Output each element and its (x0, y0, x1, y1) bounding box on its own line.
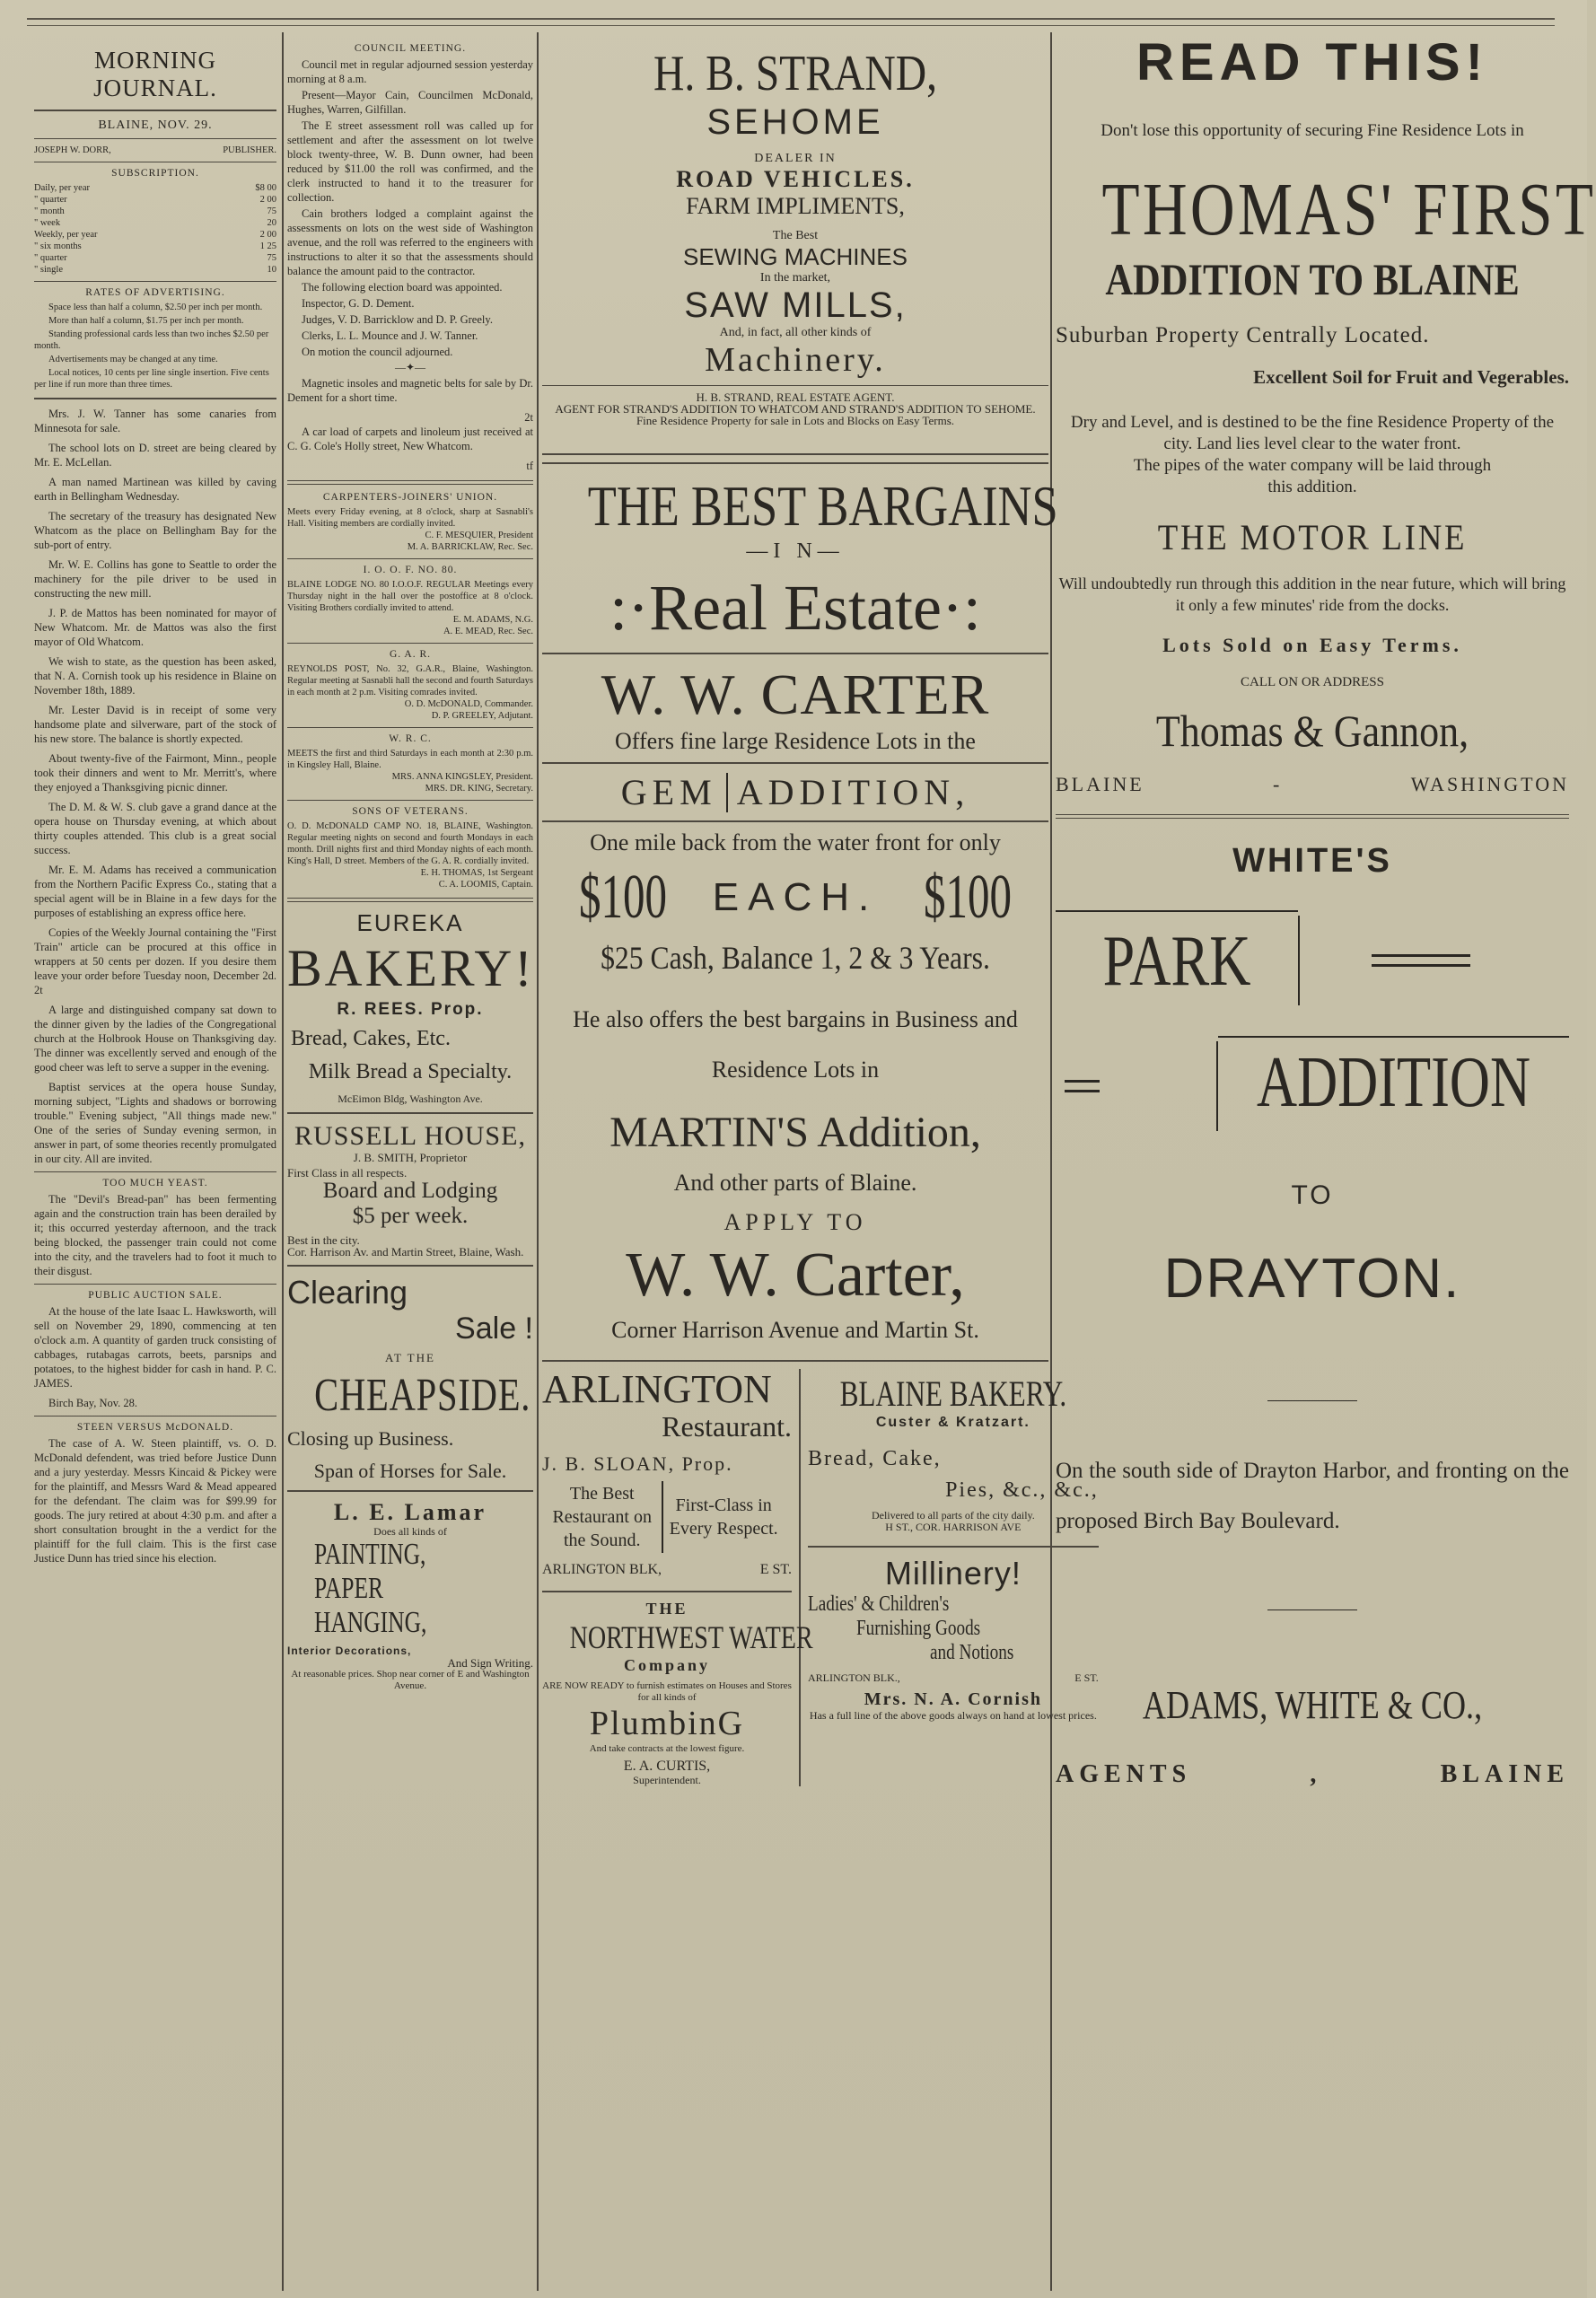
eureka-l6: McEimon Bldg, Washington Ave. (338, 1092, 483, 1105)
rates-head: RATES OF ADVERTISING. (85, 287, 225, 298)
subscription-row (34, 194, 276, 206)
carter-l2: —I N— (746, 539, 845, 563)
lamar-l2: Does all kinds of (373, 1525, 447, 1538)
subscription-price: $8 00 (255, 183, 276, 193)
council-paragraph: On motion the council adjourned. (302, 346, 453, 358)
lodge-head: I. O. O. F. NO. 80. (363, 565, 458, 575)
eureka-l1: EUREKA (356, 909, 464, 936)
lamar-l8: At reasonable prices. Shop near corner of E and Washington Avenue. (291, 1669, 530, 1691)
eureka-l5: Milk Bread a Specialty. (308, 1060, 513, 1083)
rule (287, 558, 533, 559)
column-rule (537, 32, 539, 2291)
subscription-term: " six months (34, 241, 82, 251)
whites-l2: PARK (1102, 922, 1251, 1001)
council-paragraph: Clerks, L. L. Mounce and J. W. Tanner. (302, 329, 478, 342)
top-rule (27, 18, 1555, 20)
thomas-l2: Don't lose this opportunity of securing Fine Residence Lots in (1101, 121, 1524, 140)
rate-line: More than half a column, $1.75 per inch per month. (48, 316, 244, 326)
lodge-officer: MRS. DR. KING, Secretary. (425, 784, 533, 794)
carter-l9: $100 (579, 863, 667, 932)
rule (287, 643, 533, 644)
subscription-price: 75 (267, 206, 276, 216)
arlington-l7: E ST. (759, 1562, 792, 1577)
lodge-officer: MRS. ANNA KINGSLEY, President. (391, 772, 533, 782)
subscription-price: 1 25 (259, 241, 276, 251)
local-news-item: Copies of the Weekly Journal containing the "First Train" article can be procured at this office in wrappers at 50 cents per dozen. If you desire them leave your order before Tuesday noon, December 2d. 2t (34, 926, 276, 996)
local-news-item: Mrs. J. W. Tanner has some canaries from Minnesota for sale. (34, 408, 276, 434)
strand-l13: AGENT FOR STRAND'S ADDITION TO WHATCOM AND STRAND'S ADDITION TO SEHOME. (555, 402, 1036, 416)
arlington-l1: ARLINGTON (542, 1367, 772, 1411)
strand-l6: The Best (772, 229, 819, 242)
lamar-l3: PAINTING, (314, 1538, 426, 1571)
cheapside-ad (287, 1274, 533, 1483)
insoles-text: Magnetic insoles and magnetic belts for sale by Dr. Dement for a short time. (287, 377, 533, 404)
millinery-l1: Millinery! (884, 1555, 1022, 1592)
dateline: BLAINE, NOV. 29. (98, 118, 213, 132)
carter-l3-wrap: :·Real Estate·: (609, 572, 981, 644)
whites-addition-ad (1056, 842, 1569, 1789)
publisher-name: JOSEPH W. DORR, (34, 145, 111, 155)
blaine-bakery-l1: BLAINE BAKERY. (839, 1373, 1067, 1414)
rate-line: Space less than half a column, $2.50 per inch per month. (48, 303, 263, 312)
cheapside-l2: Sale ! (455, 1311, 533, 1346)
whites-l5: DRAYTON. (1163, 1248, 1461, 1310)
local-news-item: The D. M. & W. S. club gave a grand dance at the opera house on Thursday evening, at which about thirty couples attended. This club is a great social success. (34, 801, 276, 856)
thomas-l1: READ THIS! (1136, 33, 1488, 92)
local-news-item: A man named Martinean was killed by caving earth in Bellingham Wednesday. (34, 476, 276, 503)
subscription-price: 10 (267, 265, 276, 275)
whites-l9: , (1310, 1760, 1322, 1788)
carter-l5: Offers fine large Residence Lots in the (615, 728, 976, 754)
subscription-term: " single (34, 265, 63, 275)
divider-bar (726, 773, 728, 812)
lodge-officer: C. A. LOOMIS, Captain. (438, 880, 533, 890)
subscription-term: Daily, per year (34, 183, 90, 193)
blaine-bakery-l6: H ST., COR. HARRISON AVE (885, 1521, 1022, 1533)
blaine-bakery-l2: Custer & Kratzart. (875, 1415, 1030, 1430)
lodge-officer: C. F. MESQUIER, President (425, 531, 533, 540)
northwest-l1: THE (645, 1600, 688, 1618)
lodge-notice-gar (287, 649, 533, 722)
carter-l8: One mile back from the water front for only (590, 829, 1001, 855)
subscription-row (34, 182, 276, 194)
local-news-item: Mr. Lester David is in receipt of some very handsome plate and silverware, part of the stock of his new store. The balance is shortly expected. (34, 704, 276, 745)
lodge-text: REYNOLDS POST, No. 32, G.A.R., Blaine, Washington. Regular meeting at Sasnabli hall the second and fourth Saturdays in each month at 2 p.m. Visiting comrades invited. (287, 664, 533, 697)
subscription-term: " month (34, 206, 65, 216)
strand-l14: Fine Residence Property for sale in Lots and Blocks on Easy Terms. (636, 414, 955, 427)
thomas-l8: The pipes of the water company will be laid through this addition. (1133, 456, 1492, 496)
rate-line: Local notices, 10 cents per line single insertion. Five cents per line if run more than three times. (34, 368, 269, 390)
subscription-row (34, 229, 276, 241)
cheapside-l3: AT THE (385, 1351, 435, 1364)
whites-agents-line (1056, 1760, 1569, 1789)
lamar-l7: And Sign Writing. (447, 1656, 533, 1670)
masthead-title: MORNING JOURNAL. (93, 47, 217, 101)
rule (287, 727, 533, 728)
thomas-l3: THOMAS' FIRST (1101, 168, 1596, 251)
lodge-notice-ioof (287, 565, 533, 637)
local-news-item: Baptist services at the opera house Sunday, morning subject, "Lights and shadows or borrowing trouble." Evening subject, "All things made new." One of the series of Sunday evening sermon, in answer in part, of some theories recently promulgated in our city. All are invited. (34, 1081, 276, 1165)
whites-l8: AGENTS (1056, 1760, 1192, 1788)
strand-l5: FARM IMPLIMENTS, (686, 193, 905, 219)
cheapside-l6: Span of Horses for Sale. (313, 1460, 507, 1482)
whites-l3: ADDITION (1256, 1043, 1530, 1122)
right-ads (801, 1369, 1099, 1786)
local-news-item: About twenty-five of the Fairmont, Minn., people took their dinners and went to Mr. Merritt's, where they enjoyed a Thanksgiving picnic dinner. (34, 752, 276, 794)
lodge-head: W. R. C. (389, 733, 432, 744)
russell-l4: Board and Lodging (322, 1179, 498, 1203)
eureka-l4: Bread, Cakes, Etc. (291, 1027, 451, 1050)
price-line (560, 862, 1030, 934)
lodge-officer: A. E. MEAD, Rec. Sec. (443, 627, 533, 636)
northwest-l7: E. A. CURTIS, (623, 1759, 711, 1774)
addition-line (1056, 1037, 1569, 1136)
lodge-notice-wrc (287, 733, 533, 794)
strand-l4: ROAD VEHICLES. (676, 166, 915, 192)
council-paragraph: The E street assessment roll was called up for settlement and after the assessment on lot twelve block twenty-three, W. B. Dunn owner, had been reduced by $11.00 the roll was confirmed, and the clerk instructed to hand it to the treasurer for collection. (287, 119, 533, 204)
publisher-line (34, 145, 276, 156)
subscription-term: " week (34, 218, 61, 228)
strand-l3: DEALER IN (754, 152, 837, 165)
carpets-text: A car load of carpets and linoleum just received at C. G. Cole's Holly street, New Whatcom. (287, 425, 533, 452)
thomas-l12: CALL ON OR ADDRESS (1241, 675, 1384, 689)
arlington-address (542, 1562, 792, 1578)
lodge-officer: O. D. McDONALD, Commander. (404, 699, 533, 709)
blaine-bakery-l4: Pies, &c., &c., (945, 1478, 1099, 1502)
lodge-officer: E. H. THOMAS, 1st Sergeant (420, 868, 533, 878)
subscription-price: 2 00 (259, 230, 276, 240)
lodge-text: Meets every Friday evening, at 8 o'clock, sharp at Sasnabli's Hall. Visiting members are cordially invited. (287, 507, 533, 529)
local-news-item: Mr. W. E. Collins has gone to Seattle to order the machinery for the pile driver to be used in constructing the new mill. (34, 558, 276, 600)
subscription-row (34, 206, 276, 217)
lodge-text: BLAINE LODGE NO. 80 I.O.O.F. REGULAR Meetings every Thursday night in the hall over the postoffice at 8 o'clock. Visiting Brothers cordially invited to attend. (287, 580, 533, 613)
carpets-mark: tf (526, 460, 533, 472)
local-news-item: The school lots on D. street are being cleared by Mr. E. McLellan. (34, 442, 276, 469)
carter-l4: W. W. CARTER (601, 662, 990, 726)
rates-list (34, 302, 276, 390)
strand-l8: In the market, (759, 271, 831, 285)
strand-l9: SAW MILLS, (684, 285, 907, 325)
carter-l17: W. W. Carter, (626, 1241, 965, 1310)
thomas-l7: Dry and Level, and is destined to be the fine Residence Property of the city. Land lies level clear to the water front. (1070, 413, 1555, 453)
strand-l11: Machinery. (705, 341, 886, 379)
local-news-item: The secretary of the treasury has designated New Whatcom as the place on Bellingham Bay for the sub-port of entry. (34, 510, 276, 551)
carter-l12: $25 Cash, Balance 1, 2 & 3 Years. (601, 940, 990, 976)
arlington-l6: ARLINGTON BLK, (542, 1562, 662, 1577)
yeast-head: TOO MUCH YEAST. (102, 1178, 208, 1188)
steen-head: STEEN VERSUS McDONALD. (76, 1422, 234, 1433)
carter-l7: ADDITION, (736, 772, 970, 812)
lamar-l5: PAPER HANGING, (314, 1572, 427, 1639)
strand-l10: And, in fact, all other kinds of (719, 326, 872, 339)
subscription-row (34, 217, 276, 229)
thomas-l14: BLAINE (1056, 773, 1144, 795)
russell-l3: First Class in all respects. (287, 1166, 408, 1180)
council-head: COUNCIL MEETING. (354, 43, 467, 54)
thomas-addition-ad (1056, 32, 1596, 796)
millinery-l8: Has a full line of the above goods always on hand at lowest prices. (809, 1709, 1097, 1722)
whites-l6: On the south side of Drayton Harbor, and fronting on the proposed Birch Bay Boulevard. (1056, 1459, 1569, 1533)
rate-line: Standing professional cards less than two inches $2.50 per month. (34, 329, 269, 351)
whites-l1: WHITE'S (1232, 842, 1392, 880)
arlington-l3: J. B. SLOAN, Prop. (542, 1452, 733, 1475)
cheapside-l4: CHEAPSIDE. (314, 1370, 531, 1421)
carter-l14: MARTIN'S Addition, (609, 1109, 981, 1156)
local-news (34, 407, 276, 1166)
thomas-l4: ADDITION TO BLAINE (1105, 254, 1520, 304)
rule (287, 800, 533, 801)
lodge-notice-veterans (287, 806, 533, 890)
carter-l1: THE BEST BARGAINS (587, 474, 1058, 538)
lamar-l6: Interior Decorations, (287, 1645, 412, 1657)
carter-l16: APPLY TO (723, 1209, 867, 1235)
carter-l11: $100 (923, 863, 1012, 932)
northwest-l3: Company (623, 1656, 710, 1674)
millinery-l7: Mrs. N. A. Cornish (864, 1689, 1042, 1709)
subscription-term: " quarter (34, 195, 67, 205)
carter-l13: He also offers the best bargains in Business and Residence Lots in (573, 1006, 1018, 1083)
strand-l2: SEHOME (706, 102, 884, 142)
russell-l5: $5 per week. (352, 1204, 469, 1228)
lodge-notices (287, 492, 533, 890)
council-text (287, 57, 533, 359)
carter-l10: EACH. (712, 875, 879, 919)
millinery-l4: and Notions (930, 1641, 1014, 1664)
council-paragraph: The following election board was appointed. (302, 281, 503, 294)
lodge-head: SONS OF VETERANS. (352, 806, 469, 817)
northwest-l4: ARE NOW READY to furnish estimates on Houses and Stores for all kinds of (542, 1680, 792, 1703)
whites-l7: ADAMS, WHITE & CO., (1142, 1683, 1483, 1727)
short-rule (1267, 1400, 1357, 1401)
council-paragraph: Judges, V. D. Barricklow and D. P. Greely. (302, 313, 493, 326)
whites-l10: BLAINE (1440, 1760, 1569, 1788)
russell-l6: Best in the city. (287, 1233, 360, 1247)
cheapside-l1: Clearing (287, 1274, 408, 1311)
cheapside-l5: Closing up Business. (287, 1427, 454, 1450)
arlington-boxes (542, 1481, 792, 1553)
russell-l7: Cor. Harrison Av. and Martin Street, Blaine, Wash. (287, 1245, 524, 1259)
column-rule (282, 32, 284, 2291)
thomas-l6: Excellent Soil for Fruit and Vegerables. (1253, 366, 1569, 388)
column-notices (287, 32, 533, 2289)
lodge-text: O. D. McDONALD CAMP NO. 18, BLAINE, Washington. Regular meeting nights on second and fourth Mondays in each month. Drill nights first and third Monday nights of each month. King's Hall, D street. Members of the G. A. R. cordially invited. (287, 821, 533, 866)
column-rule (1050, 32, 1052, 2291)
millinery-l6: E ST. (1074, 1671, 1099, 1684)
park-box (1056, 910, 1298, 1011)
lodge-officer: M. A. BARRICKLAW, Rec. Sec. (407, 542, 533, 552)
ornament-rule: —✦— (394, 361, 426, 373)
arlington-l2: Restaurant. (662, 1410, 792, 1443)
carter-l6: GEM (620, 772, 717, 812)
thomas-l16: WASHINGTON (1410, 773, 1569, 795)
northwest-water-ad (542, 1600, 813, 1786)
thomas-l15: - (1273, 773, 1283, 795)
subscription-row (34, 241, 276, 252)
millinery-l5: ARLINGTON BLK., (808, 1671, 900, 1684)
thomas-l10: Will undoubtedly run through this addition in the near future, which will bring it only a few minutes' ride from the docks. (1058, 574, 1566, 614)
local-news-item: We wish to state, as the question has been asked, that N. A. Cornish took up his residence in Blaine on November 18th, 1889. (34, 655, 276, 697)
subscription-term: " quarter (34, 253, 67, 263)
northwest-l2: NORTHWEST WATER (569, 1619, 813, 1655)
council-paragraph: Council met in regular adjourned session yesterday morning at 8 a.m. (287, 58, 533, 85)
subscription-price: 2 00 (259, 195, 276, 205)
gem-addition-line (542, 771, 1048, 813)
auction-sign: Birch Bay, Nov. 28. (48, 1397, 138, 1409)
northwest-l6: And take contracts at the lowest figure. (589, 1743, 745, 1754)
lodge-text: MEETS the first and third Saturdays in each month at 2:30 p.m. in Kingsley Hall, Blaine. (287, 749, 533, 770)
carter-ad (542, 473, 1058, 1344)
divider-bar (1298, 916, 1300, 1005)
subscription-term: Weekly, per year (34, 230, 98, 240)
yeast-text: The "Devil's Bread-pan" has been fermenting again and the construction train has been derailed by it; this occurred yesterday afternoon, and the track being blocked, the passenger train could not come into the city, and the travelers had to foot it much to their disgust. (34, 1193, 276, 1277)
northwest-l5: PlumbinG (589, 1705, 745, 1742)
millinery-l3: Furnishing Goods (856, 1617, 981, 1640)
column-local-news (34, 32, 276, 2289)
arlington-ad (542, 1369, 792, 1578)
publisher-role: PUBLISHER. (223, 145, 276, 155)
blaine-bakery-l5: Delivered to all parts of the city daily. (871, 1509, 1035, 1522)
strand-l12: H. B. STRAND, REAL ESTATE AGENT. (696, 390, 895, 404)
blaine-bakery-l3: Bread, Cake, (808, 1447, 942, 1470)
strand-ad (542, 45, 1048, 426)
eureka-l2: BAKERY! (287, 939, 535, 997)
insoles-mark: 2t (524, 411, 533, 424)
column-additions (1056, 32, 1596, 2289)
carter-l3: Real Estate (649, 572, 942, 644)
local-news-item: Mr. E. M. Adams has received a communication from the Northern Pacific Express Co., stating that a special agent will be in Blaine in a few days for the purposes of establishing an express office here. (34, 864, 276, 919)
arlington-l4: The Best Restaurant on the Sound. (552, 1484, 652, 1550)
eureka-l3: R. REES. Prop. (337, 1000, 484, 1019)
millinery-l2: Ladies' & Children's (808, 1592, 950, 1616)
lamar-ad (287, 1499, 533, 1692)
bottom-ads-row (542, 1367, 1099, 1786)
left-ads (542, 1367, 813, 1786)
lodge-officer: E. M. ADAMS, N.G. (452, 615, 533, 625)
top-rule-thin (27, 25, 1555, 26)
lodge-head: G. A. R. (389, 649, 432, 660)
thomas-address (1056, 773, 1569, 796)
lodge-head: CARPENTERS-JOINERS' UNION. (322, 492, 498, 503)
subscription-table (34, 182, 276, 276)
addition-box (1218, 1036, 1569, 1136)
northwest-l8: Superintendent. (633, 1774, 701, 1786)
lodge-officer: D. P. GREELEY, Adjutant. (431, 711, 533, 721)
column-real-estate (542, 32, 1099, 2289)
rate-line: Advertisements may be changed at any time. (48, 355, 218, 364)
short-rule (1267, 1609, 1357, 1610)
carter-l15: And other parts of Blaine. (673, 1170, 917, 1196)
russell-l2: J. B. SMITH, Proprietor (353, 1151, 468, 1164)
russell-house-ad (287, 1121, 533, 1258)
strand-l1: H. B. STRAND, (653, 46, 938, 101)
russell-l1: RUSSELL HOUSE, (294, 1121, 526, 1151)
subscription-head: SUBSCRIPTION. (111, 168, 199, 179)
park-line (1056, 911, 1569, 1010)
local-news-item: A large and distinguished company sat down to the dinner given by the ladies of the Congregational church at the Holbrook House on Thanksgiving day. The dinner was excellently served and enough of the good cheer was left to serve a supper in the evening. (34, 1004, 276, 1074)
council-paragraph: Cain brothers lodged a complaint against the assessments on lots on the west side of Washington avenue, and the roll was referred to the engineers with instructions to alter it so that the assessments should balance the amount paid to the contractor. (287, 207, 533, 277)
equals-sign (1372, 954, 1470, 967)
subscription-price: 20 (267, 218, 276, 228)
subscription-row (34, 252, 276, 264)
lodge-notice-union (287, 492, 533, 553)
auction-head: PUBLIC AUCTION SALE. (88, 1290, 223, 1301)
auction-text: At the house of the late Isaac L. Hawksworth, will sell on November 29, 1890, commencing at ten o'clock a.m. A quantity of garden truck consisting of cabbages, rutabagas carrots, beets, parsnips and potatoes, to the highest bidder for cash in hand. P. C. JAMES. (34, 1305, 276, 1390)
carter-l18: Corner Harrison Avenue and Martin St. (611, 1317, 979, 1343)
thomas-l5: Suburban Property Centrally Located. (1056, 323, 1430, 347)
lamar-l1: L. E. Lamar (333, 1499, 487, 1525)
steen-text: The case of A. W. Steen plaintiff, vs. O. D. McDonald defendent, was tried before Justice Dunn and a jury yesterday. Messrs Kincaid & Pickey were for the plaintiff, and Messrs Ward & Mead appeared for the defendant. The claim was for $99.99 for goods. The jury retired at about 4:30 p.m. and after a short consultation brought in the a verdict for the plaintiff for the full claim. This is the first case Justice Dunn has tried since his election. (34, 1437, 276, 1565)
arlington-l5: First-Class in Every Respect. (669, 1495, 778, 1539)
whites-l4: TO (1291, 1180, 1334, 1210)
equals-sign (1065, 1080, 1100, 1092)
thomas-l9: THE MOTOR LINE (1157, 517, 1468, 557)
strand-l7: SEWING MACHINES (683, 243, 908, 270)
thomas-l13: Thomas & Gannon, (1155, 706, 1469, 756)
council-paragraph: Inspector, G. D. Dement. (302, 297, 415, 310)
eureka-bakery-ad (287, 909, 533, 1105)
thomas-l11: Lots Sold on Easy Terms. (1162, 634, 1462, 656)
subscription-row (34, 264, 276, 276)
local-news-item: J. P. de Mattos has been nominated for mayor of New Whatcom. Mr. de Mattos was also the first mayor of Old Whatcom. (34, 607, 276, 648)
council-paragraph: Present—Mayor Cain, Councilmen McDonald, Hughes, Warren, Gilfillan. (287, 89, 533, 116)
subscription-price: 75 (267, 253, 276, 263)
